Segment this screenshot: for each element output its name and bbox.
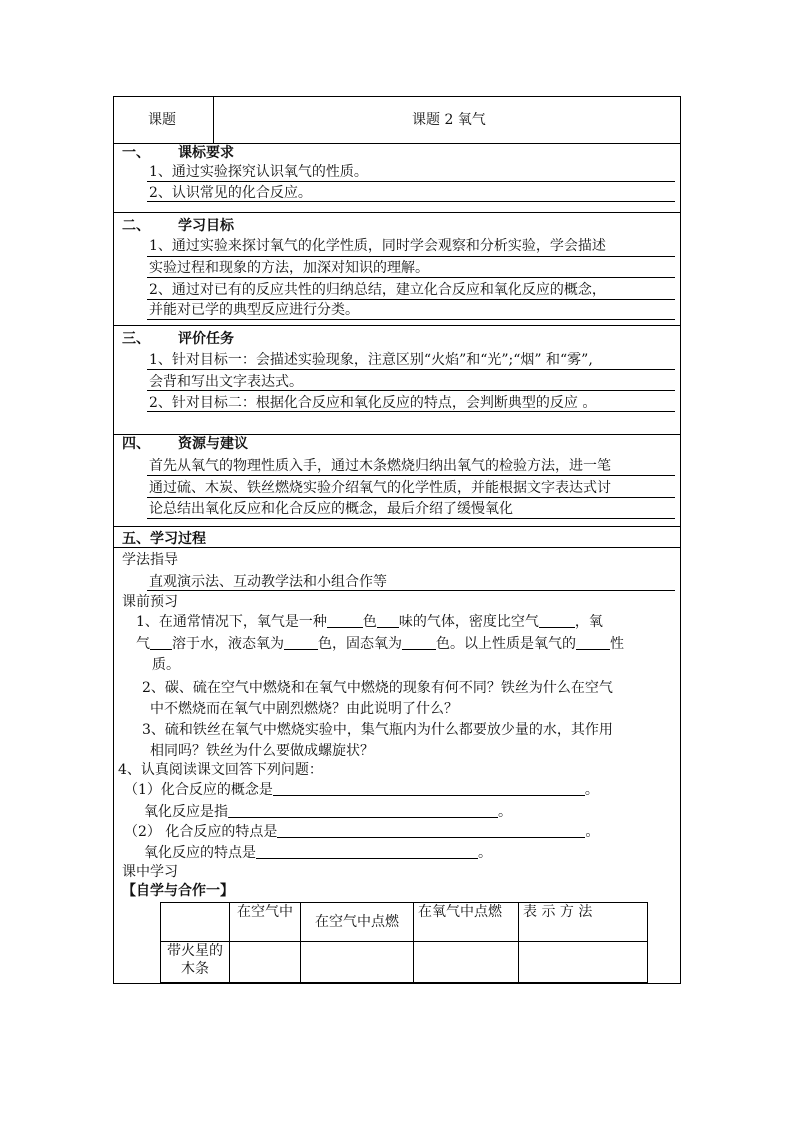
- section-number: 一、: [122, 145, 150, 161]
- preview-question-3: 3、硫和铁丝在氧气中燃烧实验中，集气瓶内为什么都要放少量的水，其作用: [142, 722, 613, 738]
- preview-question-1-line-2: 气 溶于水，液态氧为 色，固态氧为 色。以上性质是氧气的 性: [136, 636, 624, 652]
- section-item: 通过硫、木炭、铁丝燃烧实验介绍氧气的化学性质，并能根据文字表达式讨: [149, 480, 611, 496]
- fill-blank[interactable]: [150, 635, 172, 650]
- section-number: 四、: [122, 436, 150, 452]
- fill-blank[interactable]: [539, 613, 575, 628]
- preview-question-3-line-2: 相同吗？铁丝为什么要做成螺旋状？: [150, 743, 374, 759]
- method-heading: 学法指导: [122, 552, 178, 568]
- class-heading: 课中学习: [122, 864, 178, 880]
- preview-question-4: 4、认真阅读课文回答下列问题：: [118, 762, 323, 778]
- table-row: [161, 942, 648, 983]
- section-item: 会背和写出文字表达式。: [149, 374, 303, 390]
- header-label: 课题: [148, 112, 176, 128]
- compound-reaction-feature: （2） 化合反应的特点是 。: [124, 824, 600, 840]
- lesson-title: 课题 2 氧气: [412, 112, 486, 128]
- table-cell[interactable]: [414, 942, 519, 983]
- coop-heading: 【自学与合作一】: [122, 883, 234, 899]
- header-divider: [213, 97, 214, 144]
- section-item: 2、针对目标二：根据化合反应和氧化反应的特点，会判断典型的反应 。: [149, 395, 597, 411]
- table-row-label: 带火星的木条: [161, 942, 230, 983]
- section-item: 2、认识常见的化合反应。: [149, 185, 312, 201]
- section-item: 1、针对目标一：会描述实验现象，注意区别“火焰”和“光”;“烟” 和“雾”,: [149, 352, 593, 368]
- section-item: 论总结出氧化反应和化合反应的概念，最后介绍了缓慢氧化: [149, 501, 513, 517]
- table-header-cell: 在空气中点燃: [301, 903, 414, 942]
- section-item: 1、通过实验探究认识氧气的性质。: [149, 164, 368, 180]
- answer-line[interactable]: [228, 803, 498, 818]
- section-learning-process-title: 五、学习过程: [122, 531, 206, 547]
- section-item: 并能对已学的典型反应进行分类。: [149, 302, 359, 318]
- table-header-cell: 在空气中: [230, 903, 301, 942]
- method-text: 直观演示法、互动教学法和小组合作等: [149, 574, 387, 590]
- fill-blank[interactable]: [402, 635, 436, 650]
- oxidation-reaction-feature: 氧化反应的特点是 。: [144, 845, 492, 861]
- section-item: 实验过程和现象的方法，加深对知识的理解。: [149, 260, 429, 276]
- answer-line[interactable]: [277, 823, 585, 838]
- fill-blank[interactable]: [327, 613, 363, 628]
- table-cell[interactable]: [301, 942, 414, 983]
- table-cell[interactable]: [230, 942, 301, 983]
- table-header-cell: 表 示 方 法: [519, 903, 648, 942]
- compound-reaction-concept: （1）化合反应的概念是 。: [124, 782, 599, 798]
- answer-line[interactable]: [273, 781, 585, 796]
- lesson-plan-form: [113, 96, 681, 984]
- preview-question-2-line-2: 中不燃烧而在氧气中剧烈燃烧？由此说明了什么？: [150, 701, 458, 717]
- section-title: 课标要求: [178, 145, 234, 161]
- fill-blank[interactable]: [377, 613, 399, 628]
- preview-question-1-line-3: 质。: [152, 657, 180, 673]
- preview-heading: 课前预习: [122, 594, 178, 610]
- table-cell[interactable]: [519, 942, 648, 983]
- table-header-cell: [161, 903, 230, 942]
- experiment-table: [160, 902, 648, 983]
- section-number: 二、: [122, 218, 150, 234]
- fill-blank[interactable]: [576, 635, 610, 650]
- oxidation-reaction-concept: 氧化反应是指 。: [144, 804, 512, 820]
- section-title: 学习目标: [178, 218, 234, 234]
- table-header-row: [161, 903, 648, 942]
- section-title: 资源与建议: [178, 436, 248, 452]
- fill-blank[interactable]: [284, 635, 318, 650]
- table-header-cell: 在氧气中点燃: [414, 903, 519, 942]
- section-item: 2、通过对已有的反应共性的归纳总结，建立化合反应和氧化反应的概念，: [149, 282, 606, 298]
- answer-line[interactable]: [256, 844, 478, 859]
- section-item: 首先从氧气的物理性质入手，通过木条燃烧归纳出氧气的检验方法，进一笔: [149, 458, 611, 474]
- section-number: 三、: [122, 331, 150, 347]
- preview-question-2: 2、碳、硫在空气中燃烧和在氧气中燃烧的现象有何不同？铁丝为什么在空气: [142, 680, 613, 696]
- section-title: 评价任务: [178, 331, 234, 347]
- section-item: 1、通过实验来探讨氧气的化学性质，同时学会观察和分析实验，学会描述: [149, 238, 606, 254]
- preview-question-1: 1、在通常情况下，氧气是一种 色 味的气体，密度比空气 ，氧: [136, 614, 603, 630]
